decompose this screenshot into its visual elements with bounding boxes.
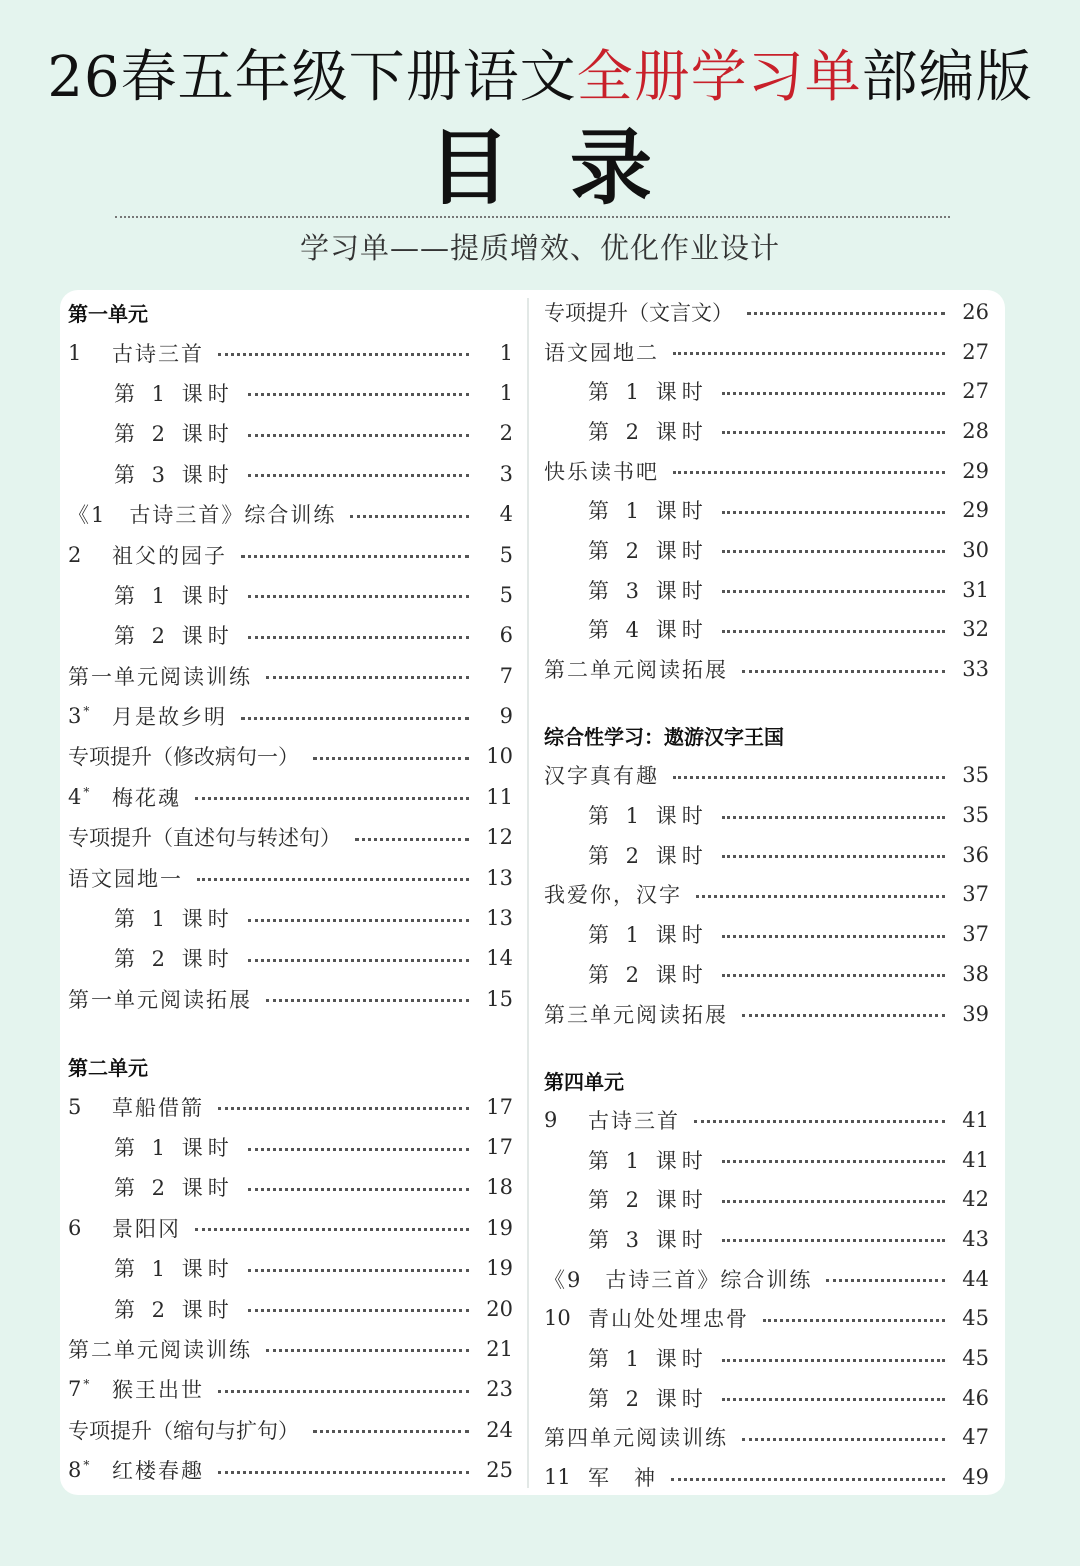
toc-entry[interactable]: 第 1 课时 41 — [588, 1147, 989, 1173]
toc-entry[interactable]: 快乐读书吧 29 — [544, 458, 989, 484]
section-gap — [544, 689, 989, 716]
toc-entry[interactable]: 第 3 课时 3 — [114, 461, 513, 487]
toc-entry[interactable]: 第 1 课时 27 — [588, 379, 989, 405]
toc-entry[interactable]: 第 2 课时 30 — [588, 537, 989, 563]
title-part-2: 部编版 — [861, 45, 1033, 110]
toc-entry[interactable]: 第 1 课时 37 — [588, 922, 989, 948]
toc-entry[interactable]: 3 * 月是故乡明 9 — [68, 704, 513, 730]
toc-entry[interactable]: 《1 古诗三首》综合训练 4 — [68, 502, 513, 528]
toc-entry[interactable]: 第三单元阅读拓展 39 — [544, 1001, 989, 1027]
toc-entry[interactable]: 第 4 课时 32 — [588, 617, 989, 643]
title-part-highlight: 全册学习单 — [576, 45, 862, 110]
toc-entry[interactable]: 第一单元阅读拓展 15 — [68, 986, 513, 1012]
toc-entry[interactable]: 第 1 课时 1 — [114, 380, 513, 406]
toc-entry[interactable]: 第 3 课时 43 — [588, 1226, 989, 1252]
toc-entry[interactable]: 1 古诗三首 1 — [68, 340, 513, 366]
title-part-1: 26春五年级下册语文 — [47, 45, 577, 110]
toc-entry[interactable]: 第 2 课时 20 — [114, 1296, 513, 1322]
unit-heading: 综合性学习：遨游汉字王国 — [544, 725, 784, 750]
section-gap — [68, 1019, 513, 1046]
toc-entry[interactable]: 11 军 神 49 — [544, 1465, 989, 1491]
toc-entry[interactable]: 第 1 课时 5 — [114, 582, 513, 608]
toc-entry[interactable]: 4 * 梅花魂 11 — [68, 784, 513, 810]
toc-entry[interactable]: 专项提升（文言文） 26 — [544, 299, 989, 325]
toc-entry[interactable]: 第 2 课时 2 — [114, 421, 513, 447]
subtitle: 学习单——提质增效、优化作业设计 — [299, 231, 780, 265]
toc-entry[interactable]: 第 1 课时 29 — [588, 498, 989, 524]
toc-entry[interactable]: 5 草船借箭 17 — [68, 1094, 513, 1120]
unit-heading: 第一单元 — [68, 301, 148, 326]
toc-entry[interactable]: 我爱你，汉字 37 — [544, 882, 989, 908]
toc-entry[interactable]: 第 3 课时 31 — [588, 577, 989, 603]
toc-entry[interactable]: 第 1 课时 17 — [114, 1135, 513, 1160]
toc-entry[interactable]: 语文园地一 13 — [68, 865, 513, 891]
toc-entry[interactable]: 9 古诗三首 41 — [544, 1107, 989, 1133]
toc-entry[interactable]: 6 景阳冈 19 — [68, 1215, 513, 1241]
toc-entry[interactable]: 2 祖父的园子 5 — [68, 542, 513, 568]
toc-entry[interactable]: 10 青山处处埋忠骨 45 — [544, 1306, 989, 1332]
toc-entry[interactable]: 7 * 猴王出世 23 — [68, 1377, 513, 1403]
document-title — [0, 38, 1080, 118]
toc-entry[interactable]: 专项提升（直述句与转述句） 12 — [68, 825, 513, 851]
toc-left-column — [68, 292, 513, 1490]
toc-entry[interactable]: 第 1 课时 45 — [588, 1346, 989, 1372]
toc-entry[interactable]: 第一单元阅读训练 7 — [68, 663, 513, 689]
dotted-divider — [115, 216, 950, 218]
toc-entry[interactable]: 《9 古诗三首》综合训练 44 — [544, 1266, 989, 1292]
unit-heading: 第四单元 — [544, 1069, 624, 1094]
toc-entry[interactable]: 第四单元阅读训练 47 — [544, 1425, 989, 1451]
toc-entry[interactable]: 第 1 课时 35 — [588, 803, 989, 829]
toc-entry[interactable]: 8 * 红楼春趣 25 — [68, 1458, 513, 1484]
column-divider — [527, 298, 529, 1488]
toc-entry[interactable]: 第 2 课时 36 — [588, 842, 989, 868]
toc-entry[interactable]: 第 2 课时 42 — [588, 1187, 989, 1213]
toc-entry[interactable]: 第 1 课时 13 — [114, 906, 513, 932]
toc-entry[interactable]: 第 2 课时 38 — [588, 961, 989, 987]
toc-entry[interactable]: 第二单元阅读拓展 33 — [544, 657, 989, 683]
unit-heading: 第二单元 — [68, 1055, 148, 1080]
toc-entry[interactable]: 专项提升（修改病句一） 10 — [68, 744, 513, 770]
toc-entry[interactable]: 第 2 课时 6 — [114, 623, 513, 649]
toc-entry[interactable]: 第 2 课时 14 — [114, 946, 513, 972]
catalog-heading: 目录 — [427, 120, 712, 216]
toc-right-column — [544, 292, 989, 1497]
toc-entry[interactable]: 汉字真有趣 35 — [544, 763, 989, 789]
section-gap — [544, 1033, 989, 1060]
toc-entry[interactable]: 第 1 课时 19 — [114, 1256, 513, 1282]
toc-entry[interactable]: 语文园地二 27 — [544, 339, 989, 365]
toc-entry[interactable]: 第 2 课时 46 — [588, 1385, 989, 1411]
toc-entry[interactable]: 第 2 课时 18 — [114, 1175, 513, 1201]
toc-entry[interactable]: 第 2 课时 28 — [588, 418, 989, 444]
toc-entry[interactable]: 第二单元阅读训练 21 — [68, 1336, 513, 1362]
toc-entry[interactable]: 专项提升（缩句与扩句） 24 — [68, 1417, 513, 1443]
